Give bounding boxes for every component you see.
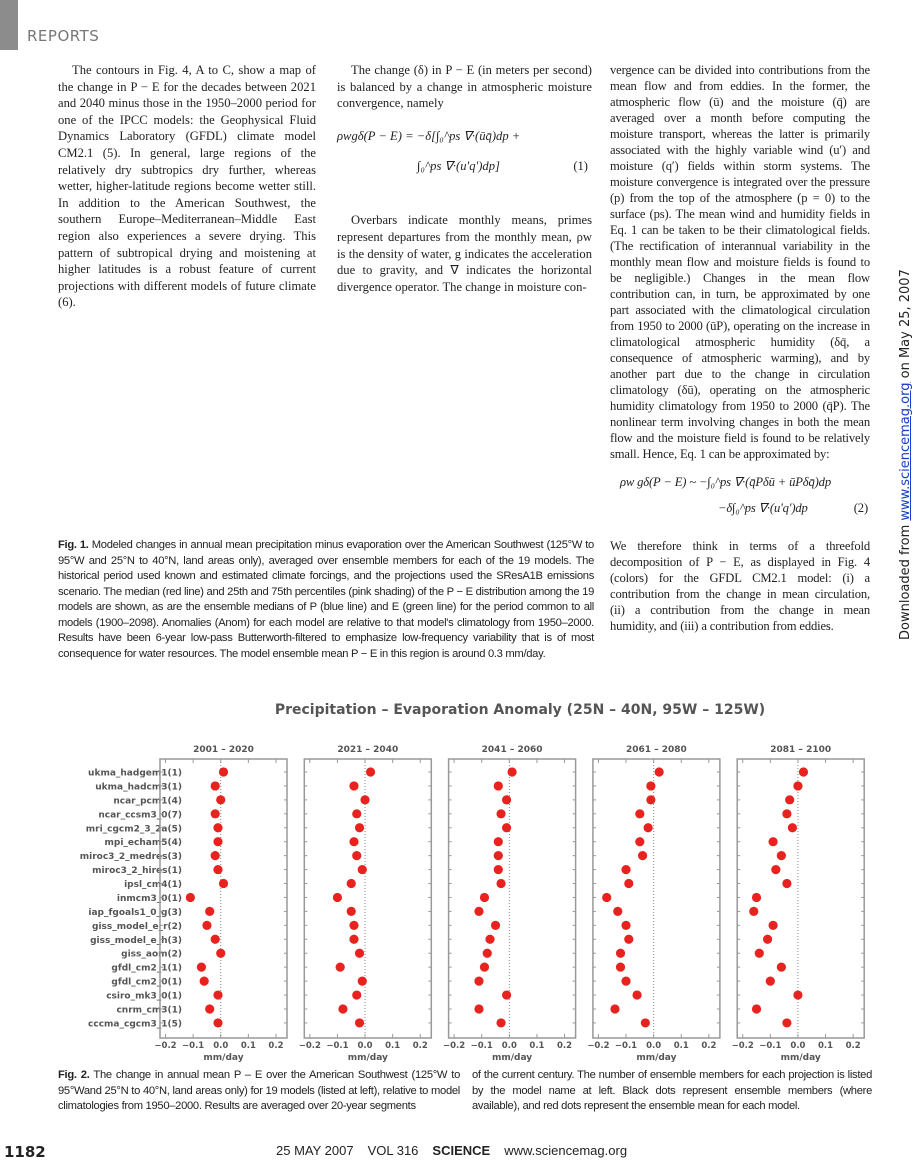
ensemble-mean-dot xyxy=(366,767,375,776)
paragraph: vergence can be divided into contributions from the mean flow and from eddies. In the former, the atmospheric flow (ū) and the moisture (q̄) are averaged over a month before computing the moisture transport, whereas the latter is primarily associated with the highly variable wind (u′) and moisture (q′) fields within storm systems. The moisture convergence is integrated over the pressure (p) from the top of the atmosphere (p = 0) to the surface (ps). The mean wind and humidity fields in Eq. 1 can be taken to be their climatological fields. (The rectification of interannual variability in the monthly mean flow and moisture fields is found to be negligible.) Changes in the mean flow contribution can, in turn, be approximated by one part associated with the climatological circulation from 1950 to 2000 (ūP), operating on the increase in climatological atmospheric humidity (δq̄, a consequence of atmospheric warming), and by another part due to the change in circulation climatology (δū), operating on the atmospheric humidity climatology from 1950 to 2000 (q̄P). The nonlinear term involving changes in both the mean flow and the moisture field is found to be relatively small. Hence, Eq. 1 can be approximated by: xyxy=(610,63,870,461)
ensemble-mean-dot xyxy=(777,851,786,860)
page-number: 1182 xyxy=(4,1143,46,1161)
ensemble-mean-dot xyxy=(624,879,633,888)
footer-row xyxy=(276,1143,627,1158)
ensemble-mean-dot xyxy=(644,823,653,832)
ensemble-mean-dot xyxy=(785,795,794,804)
x-tick-label: 0.0 xyxy=(357,1041,373,1051)
ensemble-mean-dot xyxy=(799,767,808,776)
ensemble-mean-dot xyxy=(202,921,211,930)
ensemble-mean-dot xyxy=(216,949,225,958)
ensemble-mean-dot xyxy=(474,907,483,916)
x-tick-label: −0.1 xyxy=(614,1041,638,1051)
ensemble-mean-dot xyxy=(352,809,361,818)
equation-1-number: (1) xyxy=(573,159,588,174)
issue-date: 25 MAY 2007 xyxy=(276,1143,354,1158)
ensemble-mean-dot xyxy=(213,837,222,846)
ensemble-mean-dot xyxy=(333,893,342,902)
ensemble-mean-dot xyxy=(480,963,489,972)
ensemble-mean-dot xyxy=(336,963,345,972)
x-tick-label: 0.0 xyxy=(646,1041,662,1051)
download-prefix: Downloaded from xyxy=(898,520,913,640)
paragraph: The change (δ) in P − E (in meters per second) is balanced by a change in atmospheric moisture convergence, namely xyxy=(337,63,592,111)
ensemble-mean-dot xyxy=(213,823,222,832)
ensemble-mean-dot xyxy=(349,837,358,846)
ensemble-mean-dot xyxy=(610,1004,619,1013)
journal-name: SCIENCE xyxy=(432,1143,491,1158)
figure-2-caption-left xyxy=(58,1068,460,1115)
x-tick-label: −0.2 xyxy=(154,1041,177,1051)
equation-2-line-2: −δ∫₀^ps ∇·(u'q')dp xyxy=(718,501,808,515)
ensemble-mean-dot xyxy=(782,809,791,818)
ensemble-mean-dot xyxy=(646,781,655,790)
ensemble-mean-dot xyxy=(507,767,516,776)
ensemble-mean-dot xyxy=(355,1018,364,1027)
panel-period-label: 2081 – 2100 xyxy=(770,745,832,755)
figure-label: Fig. 2. xyxy=(58,1069,90,1081)
ensemble-mean-dot xyxy=(768,837,777,846)
x-tick-label: 0.0 xyxy=(501,1041,517,1051)
ensemble-mean-dot xyxy=(635,809,644,818)
model-label: cnrm_cm3(1) xyxy=(116,1005,182,1016)
model-label: gfdl_cm2_0(1) xyxy=(111,977,182,988)
ensemble-mean-dot xyxy=(494,851,503,860)
ensemble-mean-dot xyxy=(211,781,220,790)
x-axis-label: mm/day xyxy=(347,1053,388,1063)
x-tick-label: −0.2 xyxy=(443,1041,466,1051)
figure-2-chart xyxy=(0,680,924,1065)
ensemble-mean-dot xyxy=(347,879,356,888)
x-tick-label: −0.1 xyxy=(470,1041,493,1051)
ensemble-mean-dot xyxy=(752,1004,761,1013)
ensemble-mean-dot xyxy=(777,963,786,972)
ensemble-mean-dot xyxy=(219,767,228,776)
equation-2-number: (2) xyxy=(853,501,868,515)
ensemble-mean-dot xyxy=(205,907,214,916)
ensemble-mean-dot xyxy=(782,879,791,888)
x-tick-label: −0.2 xyxy=(587,1041,610,1051)
x-tick-label: 0.2 xyxy=(412,1041,428,1051)
model-label: gfdl_cm2_1(1) xyxy=(111,963,182,974)
ensemble-mean-dot xyxy=(749,907,758,916)
x-tick-label: 0.0 xyxy=(790,1041,806,1051)
ensemble-mean-dot xyxy=(211,851,220,860)
ensemble-mean-dot xyxy=(502,990,511,999)
ensemble-mean-dot xyxy=(621,977,630,986)
model-label: miroc3_2_medres(3) xyxy=(79,852,182,863)
ensemble-mean-dot xyxy=(358,865,367,874)
download-date: on May 25, 2007 xyxy=(898,269,913,383)
ensemble-mean-dot xyxy=(355,949,364,958)
paragraph: The contours in Fig. 4, A to C, show a map of the change in P − E for the decades between 2021 and 2040 minus those in the 1950–2000 period for one of the IPCC models: the Geophysical Fluid Dynamics Laboratory (GFDL) climate model CM2.1 (5). In general, large regions of the relatively dry subtropics dry further, whereas wetter, higher-latitude regions become wetter still. In addition to the American Southwest, the southern Europe–Mediterranean–Middle East region also experiences a severe drying. This pattern of subtropical drying and moistening at higher latitudes is a robust feature of current projections with different models of future climate (6). xyxy=(58,63,316,310)
x-tick-label: −0.2 xyxy=(731,1041,754,1051)
ensemble-mean-dot xyxy=(474,1004,483,1013)
figure-2-caption-right: of the current century. The number of ensemble members for each projection is listed by the model name at left. Black dots represent ensemble members (where available), and red dots represent the ensemble mean for each model. xyxy=(472,1069,872,1112)
ensemble-mean-dot xyxy=(494,865,503,874)
model-label: ipsl_cm4(1) xyxy=(124,880,182,891)
ensemble-mean-dot xyxy=(496,809,505,818)
x-tick-label: 0.2 xyxy=(701,1041,717,1051)
ensemble-mean-dot xyxy=(197,963,206,972)
ensemble-mean-dot xyxy=(621,921,630,930)
x-tick-label: −0.1 xyxy=(182,1041,205,1051)
ensemble-mean-dot xyxy=(355,823,364,832)
ensemble-mean-dot xyxy=(358,977,367,986)
ensemble-mean-dot xyxy=(347,907,356,916)
ensemble-mean-dot xyxy=(352,851,361,860)
ensemble-mean-dot xyxy=(763,935,772,944)
column-2 xyxy=(337,62,592,295)
ensemble-mean-dot xyxy=(474,977,483,986)
section-label: REPORTS xyxy=(27,27,100,45)
figure-label: Fig. 1. xyxy=(58,539,89,551)
model-label: ncar_ccsm3_0(7) xyxy=(98,810,182,821)
model-label: csiro_mk3_0(1) xyxy=(106,991,182,1002)
ensemble-mean-dot xyxy=(782,1018,791,1027)
x-tick-label: 0.1 xyxy=(385,1041,401,1051)
ensemble-mean-dot xyxy=(205,1004,214,1013)
paragraph: We therefore think in terms of a threefold decomposition of P − E, as displayed in Fig. 4 (colors) for the GFDL CM2.1 model: (i) a contribution from the change in mean circulation, (ii) a contribution from the change in mean humidity, and (iii) a contribution from eddies. xyxy=(610,539,870,633)
equation-2-line-1: ρw gδ(P − E) ~ −∫₀^ps ∇·(q̄Pδū + ūPδq̄)dp xyxy=(620,475,831,489)
paragraph: Overbars indicate monthly means, primes represent departures from the monthly mean, ρw is the density of water, g indicates the acceleration due to gravity, and ∇ indicates the horizontal divergence operator. The change in moisture con- xyxy=(337,213,592,294)
ensemble-mean-dot xyxy=(349,921,358,930)
ensemble-mean-dot xyxy=(219,879,228,888)
ensemble-mean-dot xyxy=(494,781,503,790)
ensemble-mean-dot xyxy=(496,1018,505,1027)
ensemble-mean-dot xyxy=(213,1018,222,1027)
ensemble-mean-dot xyxy=(646,795,655,804)
section-bar xyxy=(0,0,18,50)
caption-text: Modeled changes in annual mean precipitation minus evaporation over the American Southwest (125°W to 95°W and 25°N to 40°N, land areas only), averaged over ensemble members for each of the 19 models. The historical period used known and estimated climate forcings, and the projections used the SResA1B emissions scenario. The median (red line) and 25th and 75th percentiles (pink shading) of the P − E distribution among the 19 models are shown, as are the ensemble medians of P (blue line) and E (green line) for the period common to all models (1900–2098). Anomalies (Anom) for each model are relative to that model's climatology from 1950–2000. Results have been 6-year low-pass Butterworth-filtered to emphasize low-frequency variability that is of most consequence for water resources. The model ensemble mean P − E in this region is around 0.3 mm/day. xyxy=(58,539,594,660)
ensemble-mean-dot xyxy=(349,935,358,944)
model-label: cccma_cgcm3_1(5) xyxy=(88,1019,182,1030)
x-tick-label: 0.1 xyxy=(240,1041,256,1051)
ensemble-mean-dot xyxy=(483,949,492,958)
ensemble-mean-dot xyxy=(491,921,500,930)
ensemble-mean-dot xyxy=(480,893,489,902)
volume: VOL 316 xyxy=(367,1143,419,1158)
panel-period-label: 2021 – 2040 xyxy=(337,745,399,755)
x-axis-label: mm/day xyxy=(203,1053,244,1063)
ensemble-mean-dot xyxy=(752,893,761,902)
ensemble-mean-dot xyxy=(352,990,361,999)
ensemble-mean-dot xyxy=(496,879,505,888)
model-label: inmcm3_0(1) xyxy=(116,893,182,904)
ensemble-mean-dot xyxy=(616,963,625,972)
ensemble-mean-dot xyxy=(485,935,494,944)
column-3 xyxy=(610,62,870,634)
ensemble-mean-dot xyxy=(200,977,209,986)
ensemble-mean-dot xyxy=(211,809,220,818)
ensemble-mean-dot xyxy=(186,893,195,902)
model-label: ncar_pcm1(4) xyxy=(113,796,182,807)
model-label: ukma_hadgem1(1) xyxy=(88,768,182,779)
ensemble-mean-dot xyxy=(771,865,780,874)
figure-1-caption xyxy=(58,538,594,662)
x-tick-label: 0.1 xyxy=(673,1041,689,1051)
x-axis-label: mm/day xyxy=(636,1053,677,1063)
ensemble-mean-dot xyxy=(768,921,777,930)
panel-period-label: 2001 – 2020 xyxy=(193,745,254,755)
ensemble-mean-dot xyxy=(638,851,647,860)
x-tick-label: 0.0 xyxy=(213,1041,229,1051)
equation-1-line-1: ρwgδ(P − E) = −δ[∫₀^ps ∇·(ūq̄)dp + xyxy=(337,128,521,143)
ensemble-mean-dot xyxy=(360,795,369,804)
x-tick-label: −0.1 xyxy=(326,1041,349,1051)
panel-frame xyxy=(449,759,576,1038)
ensemble-mean-dot xyxy=(788,823,797,832)
chart-title: Precipitation – Evaporation Anomaly (25N – 40N, 95W – 125W) xyxy=(274,702,766,718)
panel-period-label: 2041 – 2060 xyxy=(481,745,543,755)
ensemble-mean-dot xyxy=(635,837,644,846)
x-tick-label: −0.2 xyxy=(298,1041,321,1051)
ensemble-mean-dot xyxy=(349,781,358,790)
model-label: mpi_echam5(4) xyxy=(104,838,182,849)
ensemble-mean-dot xyxy=(624,935,633,944)
column-1 xyxy=(58,62,316,311)
panel-frame xyxy=(593,759,720,1038)
x-tick-label: 0.2 xyxy=(268,1041,284,1051)
ensemble-mean-dot xyxy=(216,795,225,804)
ensemble-mean-dot xyxy=(338,1004,347,1013)
ensemble-mean-dot xyxy=(494,837,503,846)
ensemble-mean-dot xyxy=(213,865,222,874)
model-label: iap_fgoals1_0_g(3) xyxy=(88,907,182,918)
ensemble-mean-dot xyxy=(755,949,764,958)
model-label: giss_model_e_h(3) xyxy=(90,935,182,946)
model-label: giss_aom(2) xyxy=(121,949,182,960)
ensemble-mean-dot xyxy=(632,990,641,999)
x-tick-label: 0.1 xyxy=(818,1041,834,1051)
journal-url[interactable]: www.sciencemag.org xyxy=(504,1143,628,1158)
ensemble-mean-dot xyxy=(602,893,611,902)
model-label: mri_cgcm2_3_2a(5) xyxy=(85,824,182,835)
x-tick-label: −0.1 xyxy=(759,1041,782,1051)
x-axis-label: mm/day xyxy=(780,1053,821,1063)
x-tick-label: 0.1 xyxy=(529,1041,545,1051)
ensemble-mean-dot xyxy=(616,949,625,958)
equation-1-line-2: ∫₀^ps ∇·(u'q')dp] xyxy=(417,159,500,174)
ensemble-mean-dot xyxy=(213,990,222,999)
download-notice xyxy=(898,269,913,640)
x-tick-label: 0.2 xyxy=(845,1041,861,1051)
ensemble-mean-dot xyxy=(641,1018,650,1027)
ensemble-mean-dot xyxy=(793,990,802,999)
ensemble-mean-dot xyxy=(211,935,220,944)
ensemble-mean-dot xyxy=(621,865,630,874)
model-label: ukma_hadcm3(1) xyxy=(95,782,182,793)
sciencemag-link[interactable]: www.sciencemag.org xyxy=(898,382,913,521)
model-label: giss_model_e_r(2) xyxy=(92,921,182,932)
ensemble-mean-dot xyxy=(613,907,622,916)
x-tick-label: 0.2 xyxy=(557,1041,573,1051)
ensemble-mean-dot xyxy=(655,767,664,776)
x-axis-label: mm/day xyxy=(492,1053,533,1063)
caption-text: The change in annual mean P – E over the American Southwest (125°W to 95°Wand 25°N to 40°N, land areas only) for 19 models (listed at left), relative to model climatologies from 1950–2000. Results are averaged over 20-year segments xyxy=(58,1069,460,1112)
ensemble-mean-dot xyxy=(766,977,775,986)
ensemble-mean-dot xyxy=(793,781,802,790)
ensemble-mean-dot xyxy=(502,823,511,832)
model-label: miroc3_2_hires(1) xyxy=(92,866,182,877)
ensemble-mean-dot xyxy=(502,795,511,804)
panel-period-label: 2061 – 2080 xyxy=(625,745,687,755)
